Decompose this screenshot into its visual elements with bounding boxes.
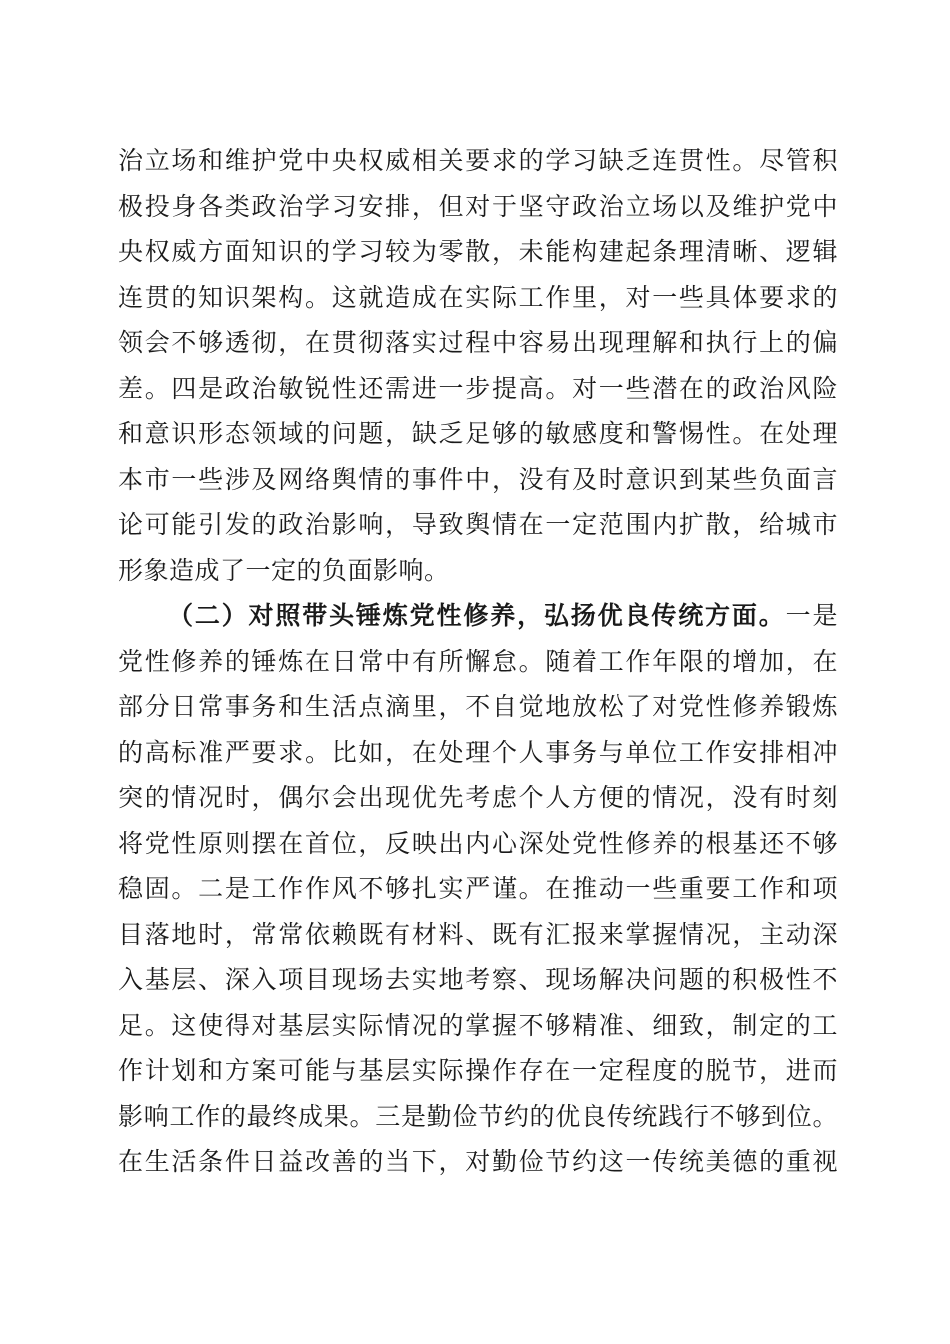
text-line: 差。四是政治敏锐性还需进一步提高。对一些潜在的政治风险 <box>118 373 838 403</box>
text-line: 入基层、深入项目现场去实地考察、现场解决问题的积极性不 <box>118 965 838 994</box>
section-heading: （二）对照带头锤炼党性修养，弘扬优良传统方面。 <box>168 601 786 630</box>
text-line: 治立场和维护党中央权威相关要求的学习缺乏连贯性。尽管积 <box>118 146 838 175</box>
document-body <box>118 138 838 1185</box>
text-line: 作计划和方案可能与基层实际操作存在一定程度的脱节，进而 <box>118 1056 838 1085</box>
text-line: 和意识形态领域的问题，缺乏足够的敏感度和警惕性。在处理 <box>118 419 838 448</box>
text-line: 论可能引发的政治影响，导致舆情在一定范围内扩散，给城市 <box>118 510 838 539</box>
text-line: 目落地时，常常依赖既有材料、既有汇报来掌握情况，主动深 <box>118 919 838 949</box>
paragraph-political-stance <box>118 138 838 593</box>
text-line: 稳固。二是工作作风不够扎实严谨。在推动一些重要工作和项 <box>118 874 838 903</box>
paragraph-party-spirit <box>118 593 838 1185</box>
text-line: 将党性原则摆在首位，反映出内心深处党性修养的根基还不够 <box>118 828 838 858</box>
text-line-rest: 一是 <box>785 601 838 630</box>
text-line: 形象造成了一定的负面影响。 <box>118 555 450 585</box>
text-line: 本市一些涉及网络舆情的事件中，没有及时意识到某些负面言 <box>118 464 838 494</box>
text-line: 足。这使得对基层实际情况的掌握不够精准、细致，制定的工 <box>118 1010 838 1040</box>
text-line: 部分日常事务和生活点滴里，不自觉地放松了对党性修养锻炼 <box>118 692 838 721</box>
text-line: 的高标准严要求。比如，在处理个人事务与单位工作安排相冲 <box>118 737 838 767</box>
text-line: 党性修养的锤炼在日常中有所懈怠。随着工作年限的增加，在 <box>118 646 838 676</box>
text-line: 影响工作的最终成果。三是勤俭节约的优良传统践行不够到位。 <box>118 1101 838 1131</box>
section-heading-line <box>118 593 838 639</box>
text-line: 极投身各类政治学习安排，但对于坚守政治立场以及维护党中 <box>118 191 838 221</box>
text-line: 在生活条件日益改善的当下，对勤俭节约这一传统美德的重视 <box>118 1147 838 1176</box>
text-line: 连贯的知识架构。这就造成在实际工作里，对一些具体要求的 <box>118 282 838 312</box>
text-line: 央权威方面知识的学习较为零散，未能构建起条理清晰、逻辑 <box>118 237 838 266</box>
text-line: 突的情况时，偶尔会出现优先考虑个人方便的情况，没有时刻 <box>118 783 838 812</box>
text-line: 领会不够透彻，在贯彻落实过程中容易出现理解和执行上的偏 <box>118 328 838 357</box>
